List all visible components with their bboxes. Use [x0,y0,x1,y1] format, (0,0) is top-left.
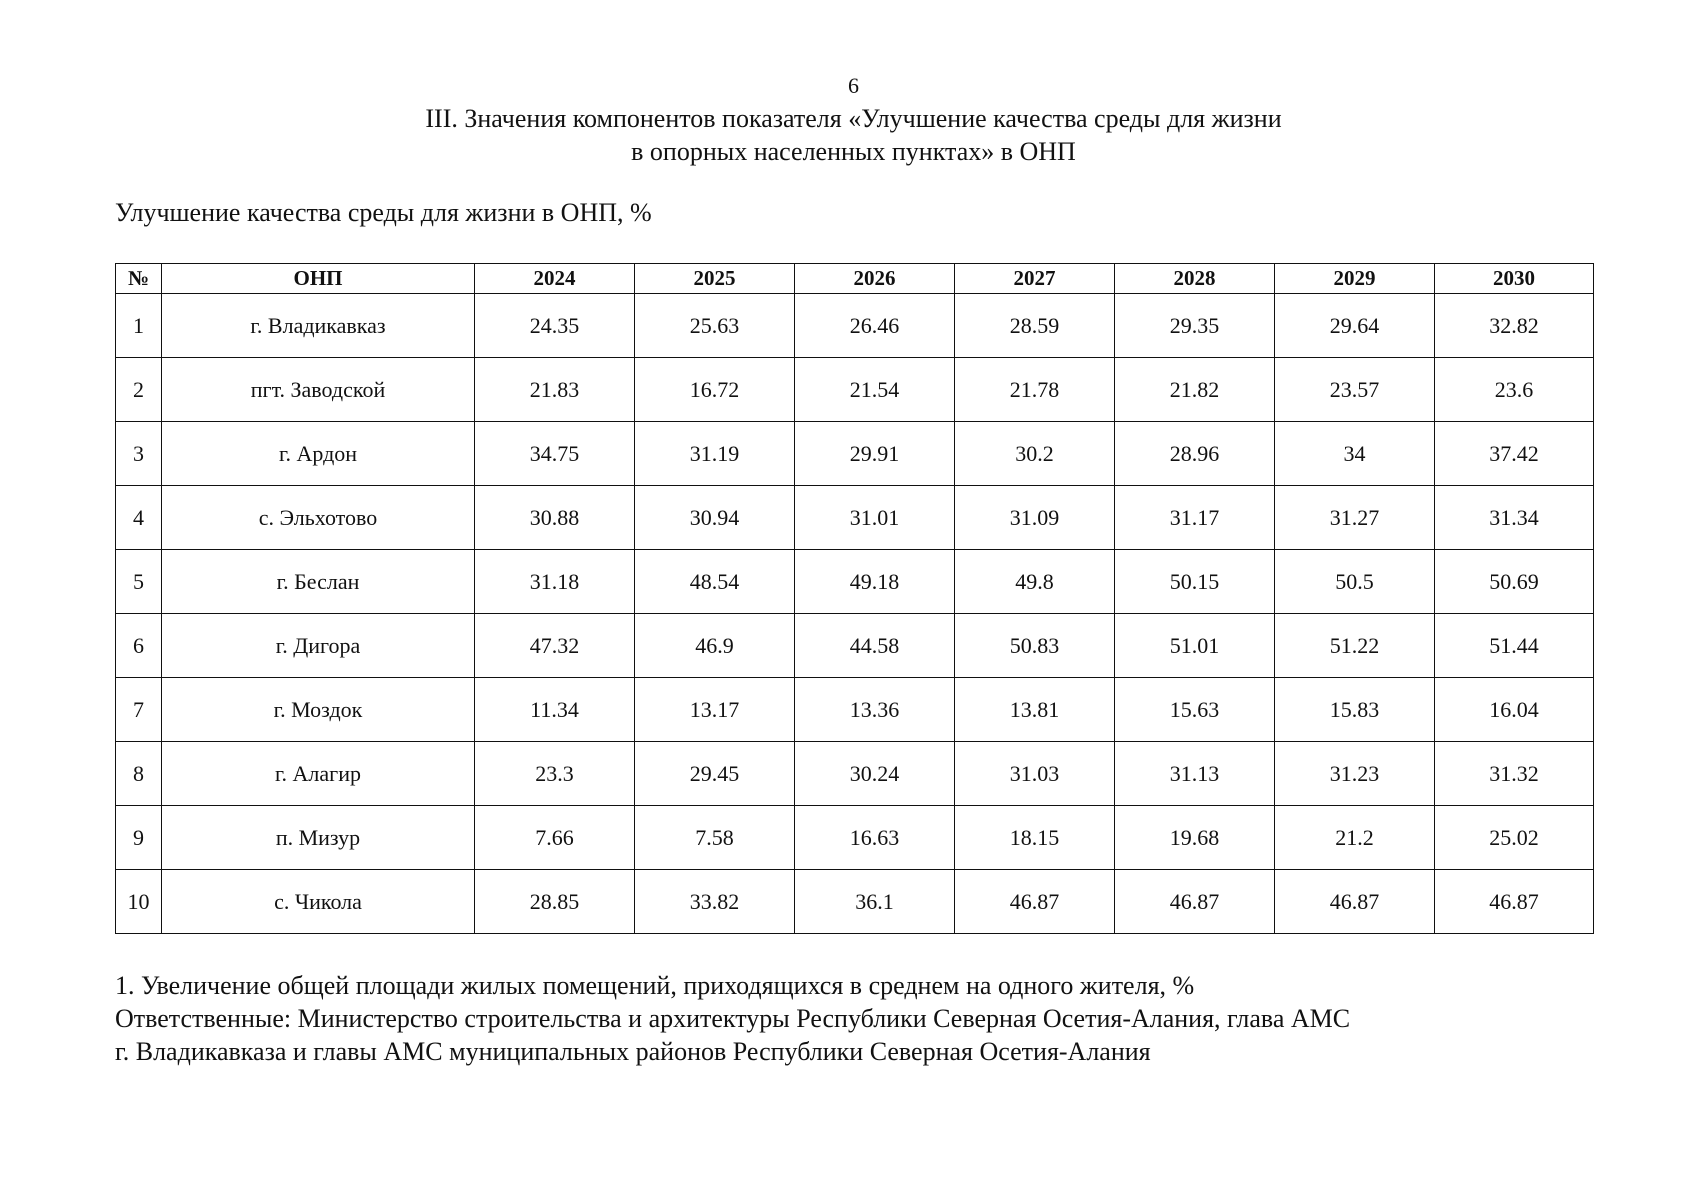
column-header: 2028 [1115,264,1275,294]
table-cell: 49.18 [795,550,955,614]
table-cell: 31.17 [1115,486,1275,550]
table-cell: 51.44 [1435,614,1594,678]
table-header [116,264,1594,294]
table-row [116,294,1594,358]
table-cell: 28.96 [1115,422,1275,486]
table-cell: 7.66 [475,806,635,870]
table-cell: г. Ардон [162,422,475,486]
table-cell: 30.94 [635,486,795,550]
table-cell: 25.02 [1435,806,1594,870]
table-cell: 7.58 [635,806,795,870]
table-cell: 29.91 [795,422,955,486]
table-cell: 49.8 [955,550,1115,614]
table-cell: 5 [116,550,162,614]
table-cell: 31.13 [1115,742,1275,806]
table-cell: 23.57 [1275,358,1435,422]
table-cell: 34 [1275,422,1435,486]
indicator-table [115,263,1594,934]
table-cell: 26.46 [795,294,955,358]
table-cell: 28.59 [955,294,1115,358]
table-cell: 13.81 [955,678,1115,742]
table-body [116,294,1594,934]
table-cell: 50.69 [1435,550,1594,614]
table-row [116,870,1594,934]
table-cell: 50.83 [955,614,1115,678]
table-cell: 31.27 [1275,486,1435,550]
table-row [116,422,1594,486]
table-cell: 46.87 [1275,870,1435,934]
table-cell: 31.03 [955,742,1115,806]
table-cell: 21.54 [795,358,955,422]
table-cell: 31.09 [955,486,1115,550]
table-cell: 30.2 [955,422,1115,486]
table-cell: 34.75 [475,422,635,486]
table-cell: 7 [116,678,162,742]
table-cell: 31.34 [1435,486,1594,550]
table-cell: 46.87 [1435,870,1594,934]
column-header: 2027 [955,264,1115,294]
table-row [116,742,1594,806]
column-header: 2030 [1435,264,1594,294]
table-cell: 36.1 [795,870,955,934]
table-cell: 16.04 [1435,678,1594,742]
table-cell: 21.2 [1275,806,1435,870]
column-header: 2024 [475,264,635,294]
page-title-line-1: III. Значения компонентов показателя «Улучшение качества среды для жизни [425,104,1282,133]
column-header: 2029 [1275,264,1435,294]
table-cell: 21.83 [475,358,635,422]
table-cell: 16.63 [795,806,955,870]
table-cell: 29.64 [1275,294,1435,358]
table-cell: 51.01 [1115,614,1275,678]
table-cell: 24.35 [475,294,635,358]
table-cell: 3 [116,422,162,486]
table-cell: 23.3 [475,742,635,806]
table-cell: 4 [116,486,162,550]
table-cell: 21.78 [955,358,1115,422]
table-cell: 10 [116,870,162,934]
table-cell: 11.34 [475,678,635,742]
table-cell: 2 [116,358,162,422]
table-cell: г. Дигора [162,614,475,678]
table-row [116,806,1594,870]
table-cell: 47.32 [475,614,635,678]
table-cell: 29.35 [1115,294,1275,358]
table-cell: 18.15 [955,806,1115,870]
column-header: ОНП [162,264,475,294]
section-title: Улучшение качества среды для жизни в ОНП, % [115,198,652,227]
table-row [116,550,1594,614]
table-cell: 51.22 [1275,614,1435,678]
table-cell: 46.9 [635,614,795,678]
table-cell: 31.18 [475,550,635,614]
table-cell: 15.63 [1115,678,1275,742]
table-cell: 46.87 [955,870,1115,934]
table-cell: 13.36 [795,678,955,742]
table-cell: с. Чикола [162,870,475,934]
table-cell: 29.45 [635,742,795,806]
header-row [116,264,1594,294]
table-row [116,678,1594,742]
table-row [116,614,1594,678]
table-cell: 48.54 [635,550,795,614]
table-cell: 23.6 [1435,358,1594,422]
table-cell: с. Эльхотово [162,486,475,550]
table-cell: п. Мизур [162,806,475,870]
table-cell: 19.68 [1115,806,1275,870]
table-cell: пгт. Заводской [162,358,475,422]
footer-notes [115,969,1350,1068]
column-header: 2025 [635,264,795,294]
table-cell: 30.24 [795,742,955,806]
table-cell: 25.63 [635,294,795,358]
table-row [116,358,1594,422]
table-cell: 6 [116,614,162,678]
table-cell: 32.82 [1435,294,1594,358]
table-cell: 13.17 [635,678,795,742]
column-header: № [116,264,162,294]
footer-line-3: г. Владикавказа и главы АМС муниципальных районов Республики Северная Осетия-Алания [115,1037,1151,1066]
table-cell: 50.15 [1115,550,1275,614]
table-cell: г. Беслан [162,550,475,614]
table-cell: 44.58 [795,614,955,678]
table-cell: 31.01 [795,486,955,550]
page-number: 6 [848,73,859,98]
table-cell: 9 [116,806,162,870]
footer-line-1: 1. Увеличение общей площади жилых помещений, приходящихся в среднем на одного жителя, % [115,971,1195,1000]
table-cell: 28.85 [475,870,635,934]
table-cell: г. Владикавказ [162,294,475,358]
table-cell: г. Моздок [162,678,475,742]
table-cell: 30.88 [475,486,635,550]
table-cell: 31.19 [635,422,795,486]
table-cell: 31.32 [1435,742,1594,806]
page-title [0,102,1697,168]
page-title-line-2: в опорных населенных пунктах» в ОНП [631,137,1076,166]
table-cell: 37.42 [1435,422,1594,486]
table-cell: 16.72 [635,358,795,422]
table-cell: 21.82 [1115,358,1275,422]
table-cell: 50.5 [1275,550,1435,614]
table-cell: 31.23 [1275,742,1435,806]
table-cell: 1 [116,294,162,358]
column-header: 2026 [795,264,955,294]
table-cell: г. Алагир [162,742,475,806]
table-cell: 33.82 [635,870,795,934]
table-cell: 15.83 [1275,678,1435,742]
table-row [116,486,1594,550]
table-cell: 8 [116,742,162,806]
footer-line-2: Ответственные: Министерство строительства и архитектуры Республики Северная Осетия-Алания, глава АМС [115,1004,1351,1033]
table-cell: 46.87 [1115,870,1275,934]
